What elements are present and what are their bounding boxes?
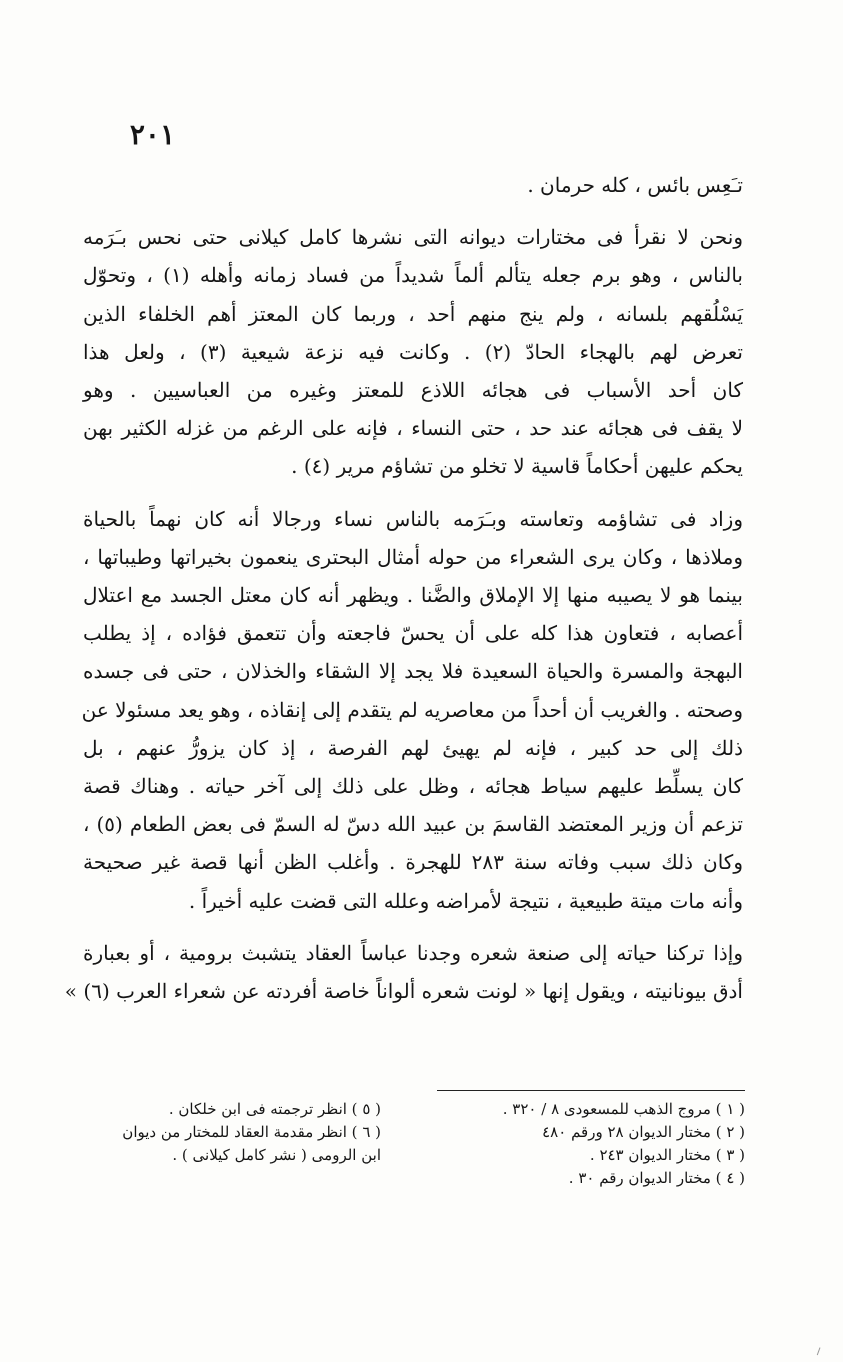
text-line: بالناس ، وهو برم جعله يتألم ألماً شديداً من فساد زمانه وأهله (١) ، وتحوّل bbox=[83, 263, 743, 288]
paragraph-3 bbox=[83, 500, 743, 920]
text-line: وصحته . والغريب أن أحداً من معاصريه لم يتقدم إلى إنقاذه ، وهو يعد مسئولا عن bbox=[81, 697, 743, 722]
paragraph-2 bbox=[83, 218, 743, 485]
footnote-6: ( ٦ ) انظر مقدمة العقاد للمختار من ديوان bbox=[122, 1123, 381, 1141]
text-line: تعرض لهم بالهجاء الحادّ (٢) . وكانت فيه نزعة شيعية (٣) ، ولعل هذا bbox=[83, 339, 743, 364]
text-line: وملاذها ، وكان يرى الشعراء من حوله أمثال البحترى ينعمون بخيراتها وطيباتها ، bbox=[83, 544, 743, 569]
text-line: كان يسلِّط عليهم سياط هجائه ، وظل على ذلك إلى آخر حياته . وهناك قصة bbox=[83, 774, 743, 799]
footnotes bbox=[81, 1098, 745, 1190]
text-line: وأنه مات ميتة طبيعية ، نتيجة لأمراضه وعلله التى قضت عليه أخيراً . bbox=[188, 888, 743, 913]
footnote-6-continued: ابن الرومى ( نشر كامل كيلانى ) . bbox=[172, 1146, 381, 1164]
paragraph-4 bbox=[64, 934, 743, 1010]
text-line: البهجة والمسرة والحياة السعيدة فلا يجد إلا الشقاء والخذلان ، حتى فى جسده bbox=[83, 659, 743, 684]
text-line: لا يقف فى هجائه عند حد ، حتى النساء ، فإنه على الرغم من غزله الكثير بهن bbox=[83, 416, 743, 441]
text-line: وإذا تركنا حياته إلى صنعة شعره وجدنا عباساً العقاد يتشبث برومية ، أو بعبارة bbox=[83, 940, 743, 965]
footnote-4: ( ٤ ) مختار الديوان رقم ٣٠ . bbox=[568, 1169, 745, 1187]
text-line: أعصابه ، فتعاون هذا كله على أن يحسّ فاجعته وأن تتعمق فؤاده ، إذ يطلب bbox=[83, 621, 743, 646]
text-line: كان أحد الأسباب فى هجائه اللاذع للمعتز وغيره من العباسيين . وهو bbox=[83, 378, 743, 403]
footnote-3: ( ٣ ) مختار الديوان ٢٤٣ . bbox=[589, 1146, 745, 1164]
text-line: تـَعِس بائس ، كله حرمان . bbox=[527, 173, 743, 197]
footnotes-column-right bbox=[445, 1098, 745, 1190]
text-line: وزاد فى تشاؤمه وتعاسته وبـَرَمه بالناس نساء ورجالا أنه كان نهماً بالحياة bbox=[83, 506, 743, 531]
text-line: يَسْلُقهم بلسانه ، ولم ينج منهم أحد ، وربما كان المعتز أهم الخلفاء الذين bbox=[83, 301, 743, 326]
footnotes-column-left bbox=[81, 1098, 381, 1190]
footnote-divider bbox=[437, 1090, 745, 1091]
page-number: ٢٠١ bbox=[129, 118, 175, 151]
text-line: ونحن لا نقرأ فى مختارات ديوانه التى نشرها كامل كيلانى حتى نحس بـَرَمه bbox=[83, 225, 743, 250]
text-line: بينما هو لا يصيبه منها إلا الإملاق والضَّنا . ويظهر أنه كان معتل الجسد مع اعتلال bbox=[83, 583, 743, 608]
footnote-5: ( ٥ ) انظر ترجمته فى ابن خلكان . bbox=[168, 1100, 381, 1118]
text-line: وكان ذلك سبب وفاته سنة ٢٨٣ للهجرة . وأغلب الظن أنها قصة غير صحيحة bbox=[83, 850, 743, 875]
text-line: يحكم عليهن أحكاماً قاسية لا تخلو من تشاؤم مرير (٤) . bbox=[291, 454, 743, 479]
footnote-1: ( ١ ) مروج الذهب للمسعودى ٨ / ٣٢٠ . bbox=[502, 1100, 745, 1118]
text-line: أدق بيونانيته ، ويقول إنها « لونت شعره ألواناً خاصة أفردته عن شعراء العرب (٦) » bbox=[64, 979, 743, 1004]
paragraph-1 bbox=[83, 166, 743, 204]
body-text bbox=[64, 166, 743, 1010]
footnote-2: ( ٢ ) مختار الديوان ٢٨ ورقم ٤٨٠ bbox=[542, 1123, 745, 1141]
text-line: ذلك إلى حد كبير ، فإنه لم يهيئ لهم الفرصة ، إذ كان يزورُّ عنهم ، بل bbox=[83, 735, 743, 760]
scan-mark bbox=[817, 1347, 824, 1356]
text-line: تزعم أن وزير المعتضد القاسمَ بن عبيد الله دسّ له السمّ فى بعض الطعام (٥) ، bbox=[83, 812, 743, 837]
